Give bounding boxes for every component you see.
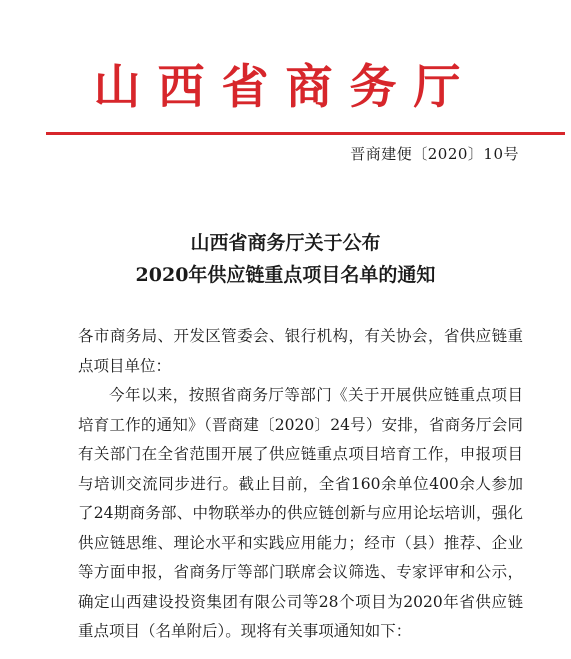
body-paragraph-1: 今年以来，按照省商务厅等部门《关于开展供应链重点项目培育工作的通知》（晋商建〔2020〕24号）安排，省商务厅会同有关部门在全省范围开展了供应链重点项目培育工作，申报项目与培训交流同步进行。截止目前，全省160余单位400余人参加了24期商务部、中物联举办的供应链创新与应用论坛培训，强化供应链思维、理论水平和实践应用能力；经市（县）推荐、企业等方面申报，省商务厅等部门联席会议筛选、专家评审和公示，确定山西建设投资集团有限公司等28个项目为2020年省供应链重点项目（名单附后）。现将有关事项通知如下： — [78, 386, 523, 640]
notice-body — [78, 322, 523, 647]
masthead-title: 山西省商务厅 — [93, 60, 478, 115]
notice-title-line2: 2020年供应链重点项目名单的通知 — [135, 264, 436, 286]
salutation: 各市商务局、开发区管委会、银行机构，有关协会，省供应链重点项目单位： — [78, 327, 523, 375]
document-number: 晋商建便〔2020〕10号 — [350, 145, 519, 163]
red-divider-line — [46, 132, 565, 135]
notice-title-line1: 山西省商务厅关于公布 — [190, 232, 381, 254]
